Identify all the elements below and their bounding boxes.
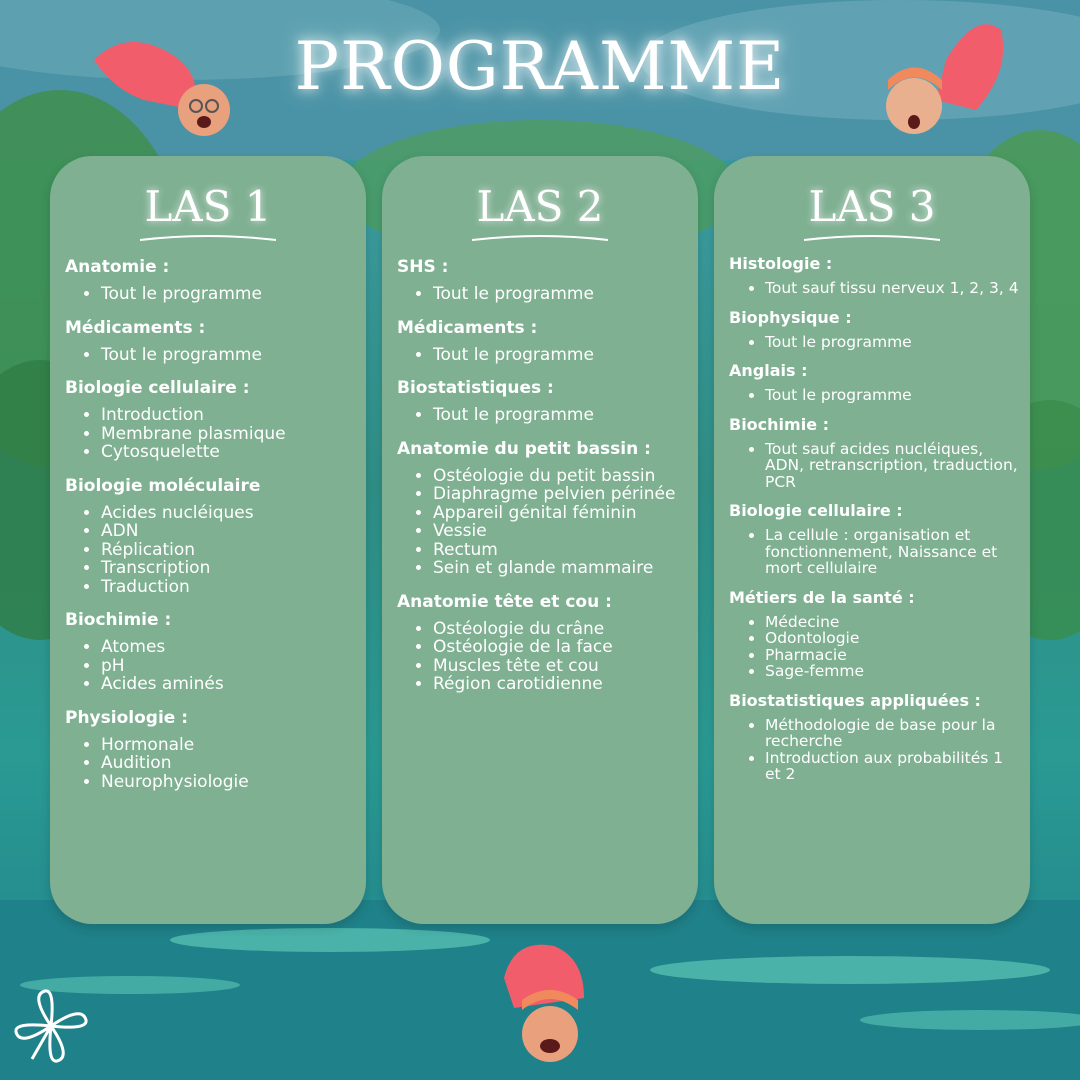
list-item: • Acides aminés <box>101 675 356 694</box>
list-item: • Tout le programme <box>433 346 688 365</box>
list-item: • Transcription <box>101 559 356 578</box>
item-list <box>65 406 356 462</box>
list-item: • Méthodologie de base pour la recherche <box>765 717 1020 750</box>
list-item: • Tout le programme <box>101 346 356 365</box>
item-list <box>729 527 1020 577</box>
fish-character-icon <box>84 30 244 145</box>
list-item: • Ostéologie du crâne <box>433 620 688 639</box>
section-heading: Biologie cellulaire : <box>729 501 903 520</box>
section-heading: Médicaments : <box>397 317 538 338</box>
list-item: • Tout le programme <box>765 334 1020 351</box>
list-item: • Introduction aux probabilités 1 et 2 <box>765 750 1020 783</box>
item-list <box>729 387 1020 404</box>
section-heading: Anatomie : <box>65 257 170 277</box>
list-item: • Odontologie <box>765 630 1020 647</box>
page-title: PROGRAMME <box>294 28 786 105</box>
las3-content <box>714 254 1030 783</box>
list-item: • ADN <box>101 522 356 541</box>
item-list <box>729 614 1020 680</box>
item-list <box>397 406 688 425</box>
list-item: • Ostéologie de la face <box>433 638 688 657</box>
list-item: • Vessie <box>433 522 688 541</box>
las2-title: LAS 2 <box>476 182 604 231</box>
list-item: • Neurophysiologie <box>101 773 356 792</box>
section-heading: Biophysique : <box>729 307 852 327</box>
list-item: • Tout le programme <box>433 406 688 425</box>
section-heading: Biochimie : <box>65 610 172 630</box>
section-heading: Histologie : <box>729 254 833 273</box>
item-list <box>65 638 356 694</box>
list-item: • Ostéologie du petit bassin <box>433 467 688 486</box>
list-item: • Tout le programme <box>433 285 688 304</box>
las2-content <box>382 257 698 694</box>
las2-card <box>382 156 698 924</box>
item-list <box>729 441 1020 491</box>
section-heading: Anglais : <box>729 361 808 380</box>
item-list <box>397 467 688 578</box>
list-item: • Sein et glande mammaire <box>433 559 688 578</box>
item-list <box>729 717 1020 783</box>
section-heading: Biologie cellulaire : <box>65 378 250 398</box>
las1-content <box>50 257 366 791</box>
item-list <box>729 334 1020 351</box>
item-list <box>65 285 356 304</box>
item-list <box>65 504 356 597</box>
las3-title: LAS 3 <box>808 182 936 231</box>
list-item: • Pharmacie <box>765 647 1020 664</box>
list-item: • Appareil génital féminin <box>433 504 688 523</box>
item-list <box>397 346 688 365</box>
list-item: • Rectum <box>433 541 688 560</box>
title-underline <box>802 233 942 243</box>
list-item: • Région carotidienne <box>433 675 688 694</box>
title-underline <box>138 233 278 243</box>
fish-character-icon <box>876 10 1016 140</box>
item-list <box>65 736 356 792</box>
fish-character-icon <box>494 938 594 1068</box>
section-heading: Biostatistiques : <box>397 378 554 398</box>
list-item: • Audition <box>101 754 356 773</box>
list-item: • Tout le programme <box>101 285 356 304</box>
list-item: • Réplication <box>101 541 356 560</box>
section-heading: Biologie moléculaire <box>65 475 261 496</box>
section-heading: Métiers de la santé : <box>729 587 915 607</box>
list-item: • Traduction <box>101 578 356 597</box>
section-heading: Biostatistiques appliquées : <box>729 690 981 710</box>
section-heading: Médicaments : <box>65 317 206 338</box>
list-item: • Hormonale <box>101 736 356 755</box>
list-item: • Sage-femme <box>765 663 1020 680</box>
list-item: • Tout le programme <box>765 387 1020 404</box>
section-heading: Anatomie tête et cou : <box>397 591 612 612</box>
list-item: • Introduction <box>101 406 356 425</box>
title-underline <box>470 233 610 243</box>
list-item: • Acides nucléiques <box>101 504 356 523</box>
list-item: • Médecine <box>765 614 1020 631</box>
las1-title: LAS 1 <box>144 182 272 231</box>
las3-card <box>714 156 1030 924</box>
item-list <box>397 285 688 304</box>
list-item: • Tout sauf tissu nerveux 1, 2, 3, 4 <box>765 280 1020 297</box>
list-item: • Diaphragme pelvien périnée <box>433 485 688 504</box>
item-list <box>729 280 1020 297</box>
list-item: • pH <box>101 657 356 676</box>
section-heading: Physiologie : <box>65 707 189 728</box>
las1-card <box>50 156 366 924</box>
item-list <box>65 346 356 365</box>
section-heading: SHS : <box>397 257 449 277</box>
list-item: • Muscles tête et cou <box>433 657 688 676</box>
section-heading: Anatomie du petit bassin : <box>397 438 651 459</box>
list-item: • Tout sauf acides nucléiques, ADN, retranscription, traduction, PCR <box>765 441 1020 491</box>
item-list <box>397 620 688 694</box>
list-item: • Cytosquelette <box>101 443 356 462</box>
list-item: • Membrane plasmique <box>101 425 356 444</box>
clover-logo-icon <box>10 985 92 1067</box>
list-item: • La cellule : organisation et fonctionnement, Naissance et mort cellulaire <box>765 527 1020 577</box>
section-heading: Biochimie : <box>729 414 830 434</box>
list-item: • Atomes <box>101 638 356 657</box>
